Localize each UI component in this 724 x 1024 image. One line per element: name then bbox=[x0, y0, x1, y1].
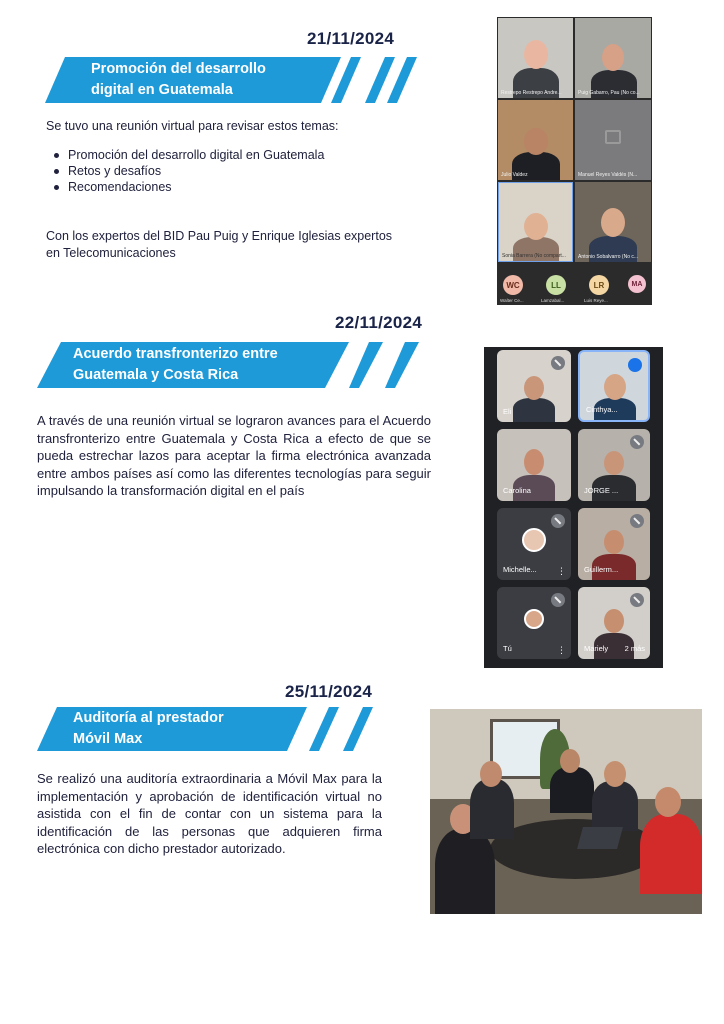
section2-body: A través de una reunión virtual se lograron avances para el Acuerdo transfronterizo entre Guatemala y Costa Rica a efecto de que se pueda estrechar lazos para aceptar la firma electrónica avanzada entre ambos países así como las diferentes tecnologías para seguir impulsando la transformación digital en el país bbox=[37, 413, 431, 499]
more-participants-label[interactable]: 2 más bbox=[624, 644, 645, 653]
video-tile bbox=[497, 429, 571, 501]
video-tile bbox=[498, 182, 573, 262]
mic-off-icon bbox=[551, 593, 565, 607]
section1-closing: Con los expertos del BID Pau Puig y Enrique Iglesias expertos en Telecomunicaciones bbox=[46, 229, 393, 260]
video-tile bbox=[575, 182, 651, 262]
participant-name: Puig Gabarro, Pau (No co... bbox=[578, 90, 640, 96]
mic-off-icon bbox=[630, 593, 644, 607]
participant-name: Tú bbox=[503, 644, 512, 653]
section3-banner bbox=[37, 707, 383, 751]
video-tile bbox=[497, 350, 571, 422]
section1-bullet-list bbox=[46, 147, 466, 195]
participant-name: Antonio Sobalvarro (No c... bbox=[578, 254, 639, 260]
meeting-photo-in-person bbox=[430, 709, 702, 914]
participant-name: JORGE ... bbox=[584, 486, 619, 495]
section1-banner-title: Promoción del desarrollo digital en Guatemala bbox=[91, 61, 266, 98]
section1-date: 21/11/2024 bbox=[307, 29, 395, 48]
video-tile bbox=[498, 18, 573, 98]
video-tile bbox=[578, 429, 650, 501]
banner-stripe bbox=[309, 707, 339, 751]
more-options-icon[interactable]: ⋮ bbox=[557, 645, 566, 655]
participant-name: Mariely bbox=[584, 644, 609, 653]
section1-banner bbox=[45, 57, 417, 103]
participant-name: Sonia Barrera (No compart... bbox=[502, 253, 566, 259]
banner-stripe bbox=[349, 342, 383, 388]
participant-name: Michelle... bbox=[503, 565, 537, 574]
video-tile bbox=[578, 508, 650, 580]
section3-date: 25/11/2024 bbox=[285, 682, 373, 701]
video-tile bbox=[578, 587, 650, 659]
mic-off-icon bbox=[551, 356, 565, 370]
participant-name: Lamzabal... bbox=[541, 298, 565, 303]
banner-stripe bbox=[385, 342, 419, 388]
more-options-icon[interactable]: ⋮ bbox=[557, 566, 566, 576]
mic-off-icon bbox=[551, 514, 565, 528]
list-item: Retos y desafíos bbox=[46, 163, 466, 179]
video-tile bbox=[497, 508, 571, 580]
meeting-photo-meet bbox=[484, 347, 663, 668]
participant-name: Cinthya... bbox=[586, 405, 618, 414]
video-tile bbox=[578, 350, 650, 422]
video-tile bbox=[575, 100, 651, 180]
avatar: LR bbox=[589, 275, 609, 295]
mic-off-icon bbox=[630, 435, 644, 449]
participant-name: Carolina bbox=[503, 486, 531, 495]
participant-name: Guillerm... bbox=[584, 565, 619, 574]
section3-banner-title: Auditoría al prestador Móvil Max bbox=[73, 710, 224, 747]
video-tile bbox=[575, 18, 651, 98]
meeting-photo-teams bbox=[497, 17, 652, 305]
participant-name: Restrepo Restrepo Andre... bbox=[501, 90, 562, 96]
list-item: Promoción del desarrollo digital en Guatemala bbox=[46, 147, 466, 163]
video-tile bbox=[497, 587, 571, 659]
participant-name: Julio Valdez bbox=[501, 172, 528, 178]
banner-stripe bbox=[343, 707, 373, 751]
participant-name: Luis Reye... bbox=[584, 298, 608, 303]
avatar: LL bbox=[546, 275, 566, 295]
list-item: Recomendaciones bbox=[46, 179, 466, 195]
section2-banner-title: Acuerdo transfronterizo entre Guatemala y Costa Rica bbox=[73, 346, 278, 383]
participant-name: Walter Ce... bbox=[500, 298, 524, 303]
participant-name: Manuel Reyes Valdés (N... bbox=[578, 172, 638, 178]
section2-date: 22/11/2024 bbox=[335, 313, 423, 332]
avatar: WC bbox=[503, 275, 523, 295]
mic-off-icon bbox=[630, 514, 644, 528]
speaking-icon bbox=[628, 358, 642, 372]
section2-banner bbox=[37, 342, 437, 388]
section1-intro: Se tuvo una reunión virtual para revisar estos temas: bbox=[46, 119, 339, 133]
avatar: MA bbox=[628, 275, 646, 293]
participant-name: Eli bbox=[503, 407, 512, 416]
section3-body: Se realizó una auditoría extraordinaria a Móvil Max para la implementación y aprobación de identificación virtual no asistida con el fin de contar con un sistema para la identificación de las personas que adquieren firma electrónica con dicho prestador autorizado. bbox=[37, 771, 382, 857]
video-tile bbox=[498, 100, 573, 180]
